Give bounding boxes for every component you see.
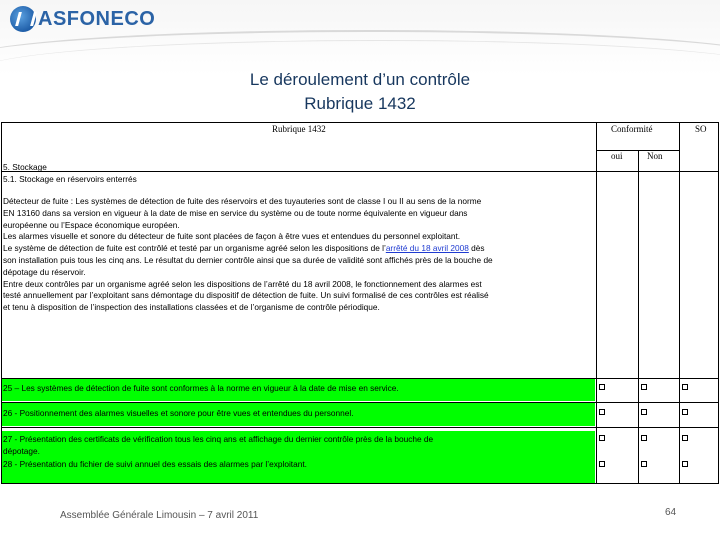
checkbox-26-oui[interactable] [599, 409, 605, 415]
section-title: 5. Stockage [3, 162, 47, 172]
checkbox-28-so[interactable] [682, 461, 688, 467]
checkbox-28-non[interactable] [641, 461, 647, 467]
checkbox-26-non[interactable] [641, 409, 647, 415]
logo [10, 6, 155, 32]
page-subtitle: Rubrique 1432 [304, 94, 416, 113]
arrete-link[interactable]: arrêté du 18 avril 2008 [385, 243, 469, 254]
checkbox-27-so[interactable] [682, 435, 688, 441]
footer-text: Assemblée Générale Limousin – 7 avril 2011 [60, 510, 259, 521]
checkbox-25-so[interactable] [682, 384, 688, 390]
column-header-so: SO [695, 124, 707, 134]
subsection-title: 5.1. Stockage en réservoirs enterrés [3, 174, 137, 184]
column-header-conformite: Conformité [611, 124, 653, 134]
item-28-text: 28 - Présentation du fichier de suivi annuel des essais des alarmes par l’exploitant. [3, 459, 307, 469]
checkbox-27-non[interactable] [641, 435, 647, 441]
page-number: 64 [665, 507, 677, 518]
column-header-oui: oui [611, 151, 623, 161]
checkbox-27-oui[interactable] [599, 435, 605, 441]
description-text: Détecteur de fuite : Les systèmes de détection de fuite des réservoirs et des tuyauteries sont de classe I ou II au sens de la norme EN 13160 dans sa version en vigueur à la date de mise en service du système ou de toute norme équivalente en vigueur dans européenne ou l’Espace économique européen. Les alarmes visuelle et sonore du détecteur de fuite sont placées de façon à être vues et entendues du personnel exploitant. Le système de détection de fuite est contrôlé et testé par un organisme agréé selon les dispositions de l’arrêté du 18 avril 2008 dès son installation puis tous les cinq ans. Le résultat du dernier contrôle ainsi que sa durée de validité sont affichés près de la bouche de dépotage du réservoir. Entre deux contrôles par un organisme agréé selon les dispositions de l’arrêté du 18 avril 2008, le fonctionnement des alarmes est testé annuellement par l’exploitant sans démontage du dispositif de détection de fuite. Un suivi formalisé de ces contrôles est réalisé et tenu à disposition de l’inspection des installations classées et de l’organisme de contrôle périodique. [3, 196, 493, 313]
checkbox-26-so[interactable] [682, 409, 688, 415]
checkbox-28-oui[interactable] [599, 461, 605, 467]
logo-icon [10, 6, 36, 32]
column-header-non: Non [647, 151, 663, 161]
item-26-text: 26 - Positionnement des alarmes visuelles et sonore pour être vues et entendues du personnel. [3, 408, 354, 418]
checkbox-25-oui[interactable] [599, 384, 605, 390]
column-header-rubrique: Rubrique 1432 [272, 124, 326, 134]
item-27-text-cont: dépotage. [3, 446, 40, 456]
brand-name: ASFONECO [38, 7, 156, 30]
checkbox-25-non[interactable] [641, 384, 647, 390]
item-25-text: 25 – Les systèmes de détection de fuite sont conformes à la norme en vigueur à la date de mise en service. [3, 383, 399, 393]
page-title: Le déroulement d’un contrôle [249, 70, 471, 89]
item-27-text: 27 - Présentation des certificats de vérification tous les cinq ans et affichage du dernier contrôle près de la bouche de [3, 434, 434, 444]
